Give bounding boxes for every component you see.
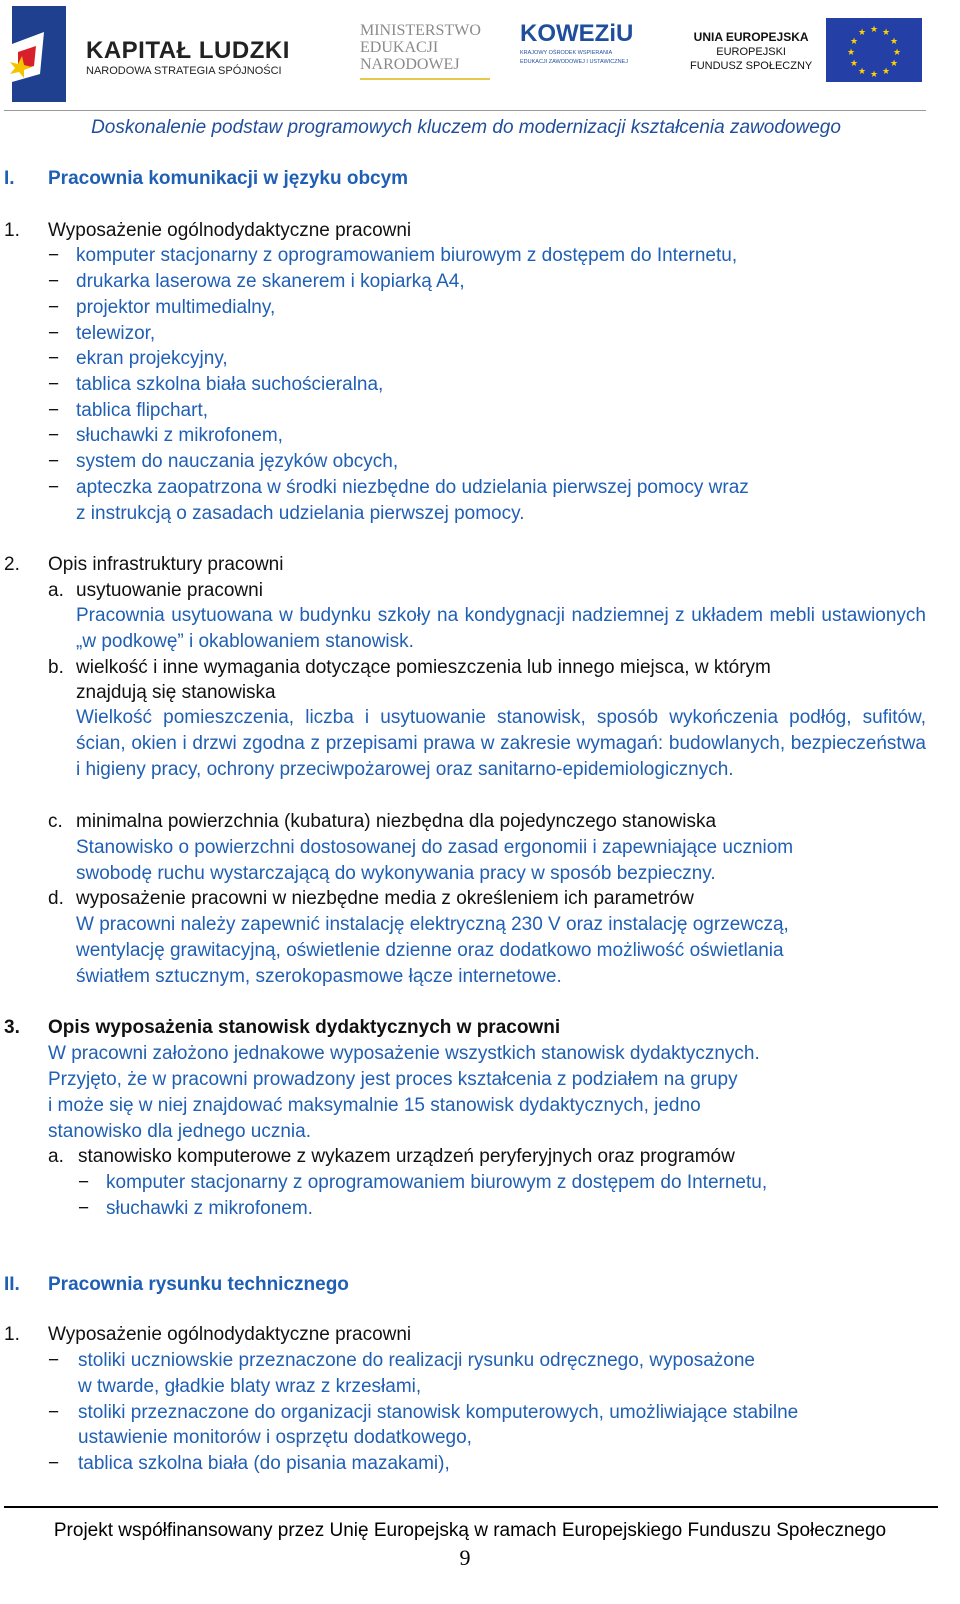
- kapital-ludzki-title: KAPITAŁ LUDZKI: [86, 37, 290, 64]
- svg-text:★: ★: [857, 27, 867, 37]
- list-dash: −: [48, 297, 60, 318]
- header-rule: [4, 110, 926, 111]
- item-b-title-1: wielkość i inne wymagania dotyczące pomieszczenia lub innego miejsca, w którym: [76, 657, 771, 678]
- list-item: telewizor,: [76, 323, 156, 344]
- list-dash: −: [78, 1172, 90, 1193]
- s1-sub3-number: 3.: [4, 1017, 20, 1038]
- item-a-text: Pracownia usytuowana w budynku szkoły na kondygnacji nadziemnej z układem mebli ustawionych „w podkowę” i okablowaniem stanowisk.: [76, 605, 926, 652]
- list-dash: −: [48, 323, 60, 344]
- kapital-ludzki-text: [86, 38, 290, 78]
- svg-text:★: ★: [889, 36, 899, 46]
- list-item: tablica szkolna biała (do pisania mazakami),: [78, 1453, 450, 1474]
- svg-text:★: ★: [889, 58, 899, 68]
- item-c-title: minimalna powierzchnia (kubatura) niezbędna dla pojedynczego stanowiska: [76, 811, 717, 832]
- list-item-continuation: w twarde, gładkie blaty wraz z krzesłami,: [78, 1376, 422, 1397]
- list-item: tablica flipchart,: [76, 400, 209, 421]
- list-item: projektor multimedialny,: [76, 297, 276, 318]
- footer-rule: [4, 1506, 938, 1508]
- list-item: komputer stacjonarny z oprogramowaniem biurowym z dostępem do Internetu,: [106, 1172, 768, 1193]
- list-dash: −: [48, 271, 60, 292]
- section-1-number: I.: [4, 168, 15, 189]
- s2-sub1-title: Wyposażenie ogólnodydaktyczne pracowni: [48, 1324, 412, 1345]
- svg-text:★: ★: [849, 36, 859, 46]
- list-item: system do nauczania języków obcych,: [76, 451, 399, 472]
- list-dash: −: [48, 374, 60, 395]
- svg-text:★: ★: [857, 66, 867, 76]
- svg-text:★: ★: [849, 58, 859, 68]
- men-logo: [360, 22, 481, 73]
- logo-bar: [0, 0, 960, 112]
- section-2-title: Pracownia rysunku technicznego: [48, 1274, 349, 1295]
- men-line-1: MINISTERSTWO: [360, 22, 481, 39]
- s3-text-3: i może się w niej znajdować maksymalnie 15 stanowisk dydaktycznych, jedno: [48, 1095, 701, 1116]
- s3-text-1: W pracowni założono jednakowe wyposażenie wszystkich stanowisk dydaktycznych.: [48, 1043, 760, 1064]
- item-d-text-3: światłem sztucznym, szerokopasmowe łącze internetowe.: [76, 966, 562, 987]
- svg-text:★: ★: [869, 69, 879, 79]
- item-d-text-1: W pracowni należy zapewnić instalację elektryczną 230 V oraz instalację ogrzewczą,: [76, 914, 789, 935]
- kapital-ludzki-logo-icon: [4, 4, 74, 104]
- footer-text: Projekt współfinansowany przez Unię Europejską w ramach Europejskiego Funduszu Społecznego: [53, 1520, 887, 1541]
- s1-sub1-number: 1.: [4, 220, 20, 241]
- svg-text:★: ★: [881, 27, 891, 37]
- list-dash: −: [48, 348, 60, 369]
- kowez-sub-2: EDUKACJI ZAWODOWEJ I USTAWICZNEJ: [520, 59, 628, 65]
- item-a-title: usytuowanie pracowni: [76, 580, 263, 601]
- list-item: słuchawki z mikrofonem,: [76, 425, 283, 446]
- list-dash: −: [48, 451, 60, 472]
- item-c-text-1: Stanowisko o powierzchni dostosowanej do zasad ergonomii i zapewniające uczniom: [76, 837, 794, 858]
- s1-sub2-number: 2.: [4, 554, 20, 575]
- svg-text:★: ★: [881, 66, 891, 76]
- eu-flag-icon: [826, 18, 922, 82]
- item-d-label: d.: [48, 888, 64, 909]
- item-c-text-2: swobodę ruchu wystarczającą do wykonywania pracy w sposób bezpieczny.: [76, 863, 716, 884]
- s3-text-4: stanowisko dla jednego ucznia.: [48, 1121, 312, 1142]
- list-dash: −: [48, 425, 60, 446]
- ue-line-2: EUROPEJSKI: [716, 46, 786, 58]
- list-item-continuation: ustawienie monitorów i osprzętu dodatkowego,: [78, 1427, 472, 1448]
- svg-text:★: ★: [892, 47, 902, 57]
- men-line-2: EDUKACJI: [360, 39, 439, 56]
- list-dash: −: [48, 245, 60, 266]
- ue-line-3: FUNDUSZ SPOŁECZNY: [690, 60, 813, 72]
- s1-sub2-title: Opis infrastruktury pracowni: [48, 554, 284, 575]
- list-dash: −: [78, 1198, 90, 1219]
- section-1-title: Pracownia komunikacji w języku obcym: [48, 168, 409, 189]
- item-b-text: Wielkość pomieszczenia, liczba i usytuowanie stanowisk, sposób wykończenia podłóg, sufitów, ścian, okien i drzwi zgodna z przepisami prawa w zakresie wymagań: budowlanych, bezpieczeństwa i higieny pracy, ochrony przeciwpożarowej oraz sanitarno-epidemiologicznych.: [76, 707, 926, 780]
- section-2-number: II.: [4, 1274, 20, 1295]
- ue-line-1: UNIA EUROPEJSKA: [693, 30, 809, 44]
- kowez-sub-1: KRAJOWY OŚRODEK WSPIERANIA: [520, 50, 613, 56]
- list-item: ekran projekcyjny,: [76, 348, 228, 369]
- item-a-label: a.: [48, 580, 64, 601]
- s1-sub1-title: Wyposażenie ogólnodydaktyczne pracowni: [48, 220, 412, 241]
- s3a-label: a.: [48, 1146, 64, 1167]
- running-title: Doskonalenie podstaw programowych kluczem do modernizacji kształcenia zawodowego: [91, 117, 841, 138]
- item-d-text-2: wentylację grawitacyjną, oświetlenie dzienne oraz dodatkowo możliwość oświetlania: [76, 940, 784, 961]
- svg-text:★: ★: [869, 24, 879, 34]
- ue-text: [690, 30, 812, 73]
- kowez-logo: [520, 20, 640, 66]
- list-dash: −: [48, 400, 60, 421]
- list-item: apteczka zaopatrzona w środki niezbędne do udzielania pierwszej pomocy wraz: [76, 477, 749, 498]
- list-item: drukarka laserowa ze skanerem i kopiarką A4,: [76, 271, 465, 292]
- s3-text-2: Przyjęto, że w pracowni prowadzony jest proces kształcenia z podziałem na grupy: [48, 1069, 738, 1090]
- list-item: słuchawki z mikrofonem.: [106, 1198, 313, 1219]
- list-item-continuation: z instrukcją o zasadach udzielania pierwszej pomocy.: [76, 503, 525, 524]
- s2-sub1-number: 1.: [4, 1324, 20, 1345]
- s1-sub3-title: Opis wyposażenia stanowisk dydaktycznych w pracowni: [48, 1017, 561, 1038]
- item-c-label: c.: [48, 811, 63, 832]
- page-number: 9: [459, 1545, 471, 1570]
- list-item: komputer stacjonarny z oprogramowaniem biurowym z dostępem do Internetu,: [76, 245, 738, 266]
- item-d-title: wyposażenie pracowni w niezbędne media z określeniem ich parametrów: [76, 888, 694, 909]
- list-item: stoliki uczniowskie przeznaczone do realizacji rysunku odręcznego, wyposażone: [78, 1350, 755, 1371]
- item-b-title-2: znajdują się stanowiska: [76, 682, 276, 703]
- men-line-3: NARODOWEJ: [360, 56, 460, 73]
- kowez-wordmark: KOWEZiU: [520, 20, 634, 47]
- men-underline: [360, 78, 490, 80]
- item-b-label: b.: [48, 657, 64, 678]
- list-dash: −: [48, 1402, 60, 1423]
- s3a-title: stanowisko komputerowe z wykazem urządzeń peryferyjnych oraz programów: [78, 1146, 735, 1167]
- list-item: tablica szkolna biała suchościeralna,: [76, 374, 384, 395]
- svg-text:★: ★: [846, 47, 856, 57]
- list-item: stoliki przeznaczone do organizacji stanowisk komputerowych, umożliwiające stabilne: [78, 1402, 799, 1423]
- list-dash: −: [48, 477, 60, 498]
- kapital-ludzki-subtitle: NARODOWA STRATEGIA SPÓJNOŚCI: [86, 65, 282, 77]
- list-dash: −: [48, 1453, 60, 1474]
- list-dash: −: [48, 1350, 60, 1371]
